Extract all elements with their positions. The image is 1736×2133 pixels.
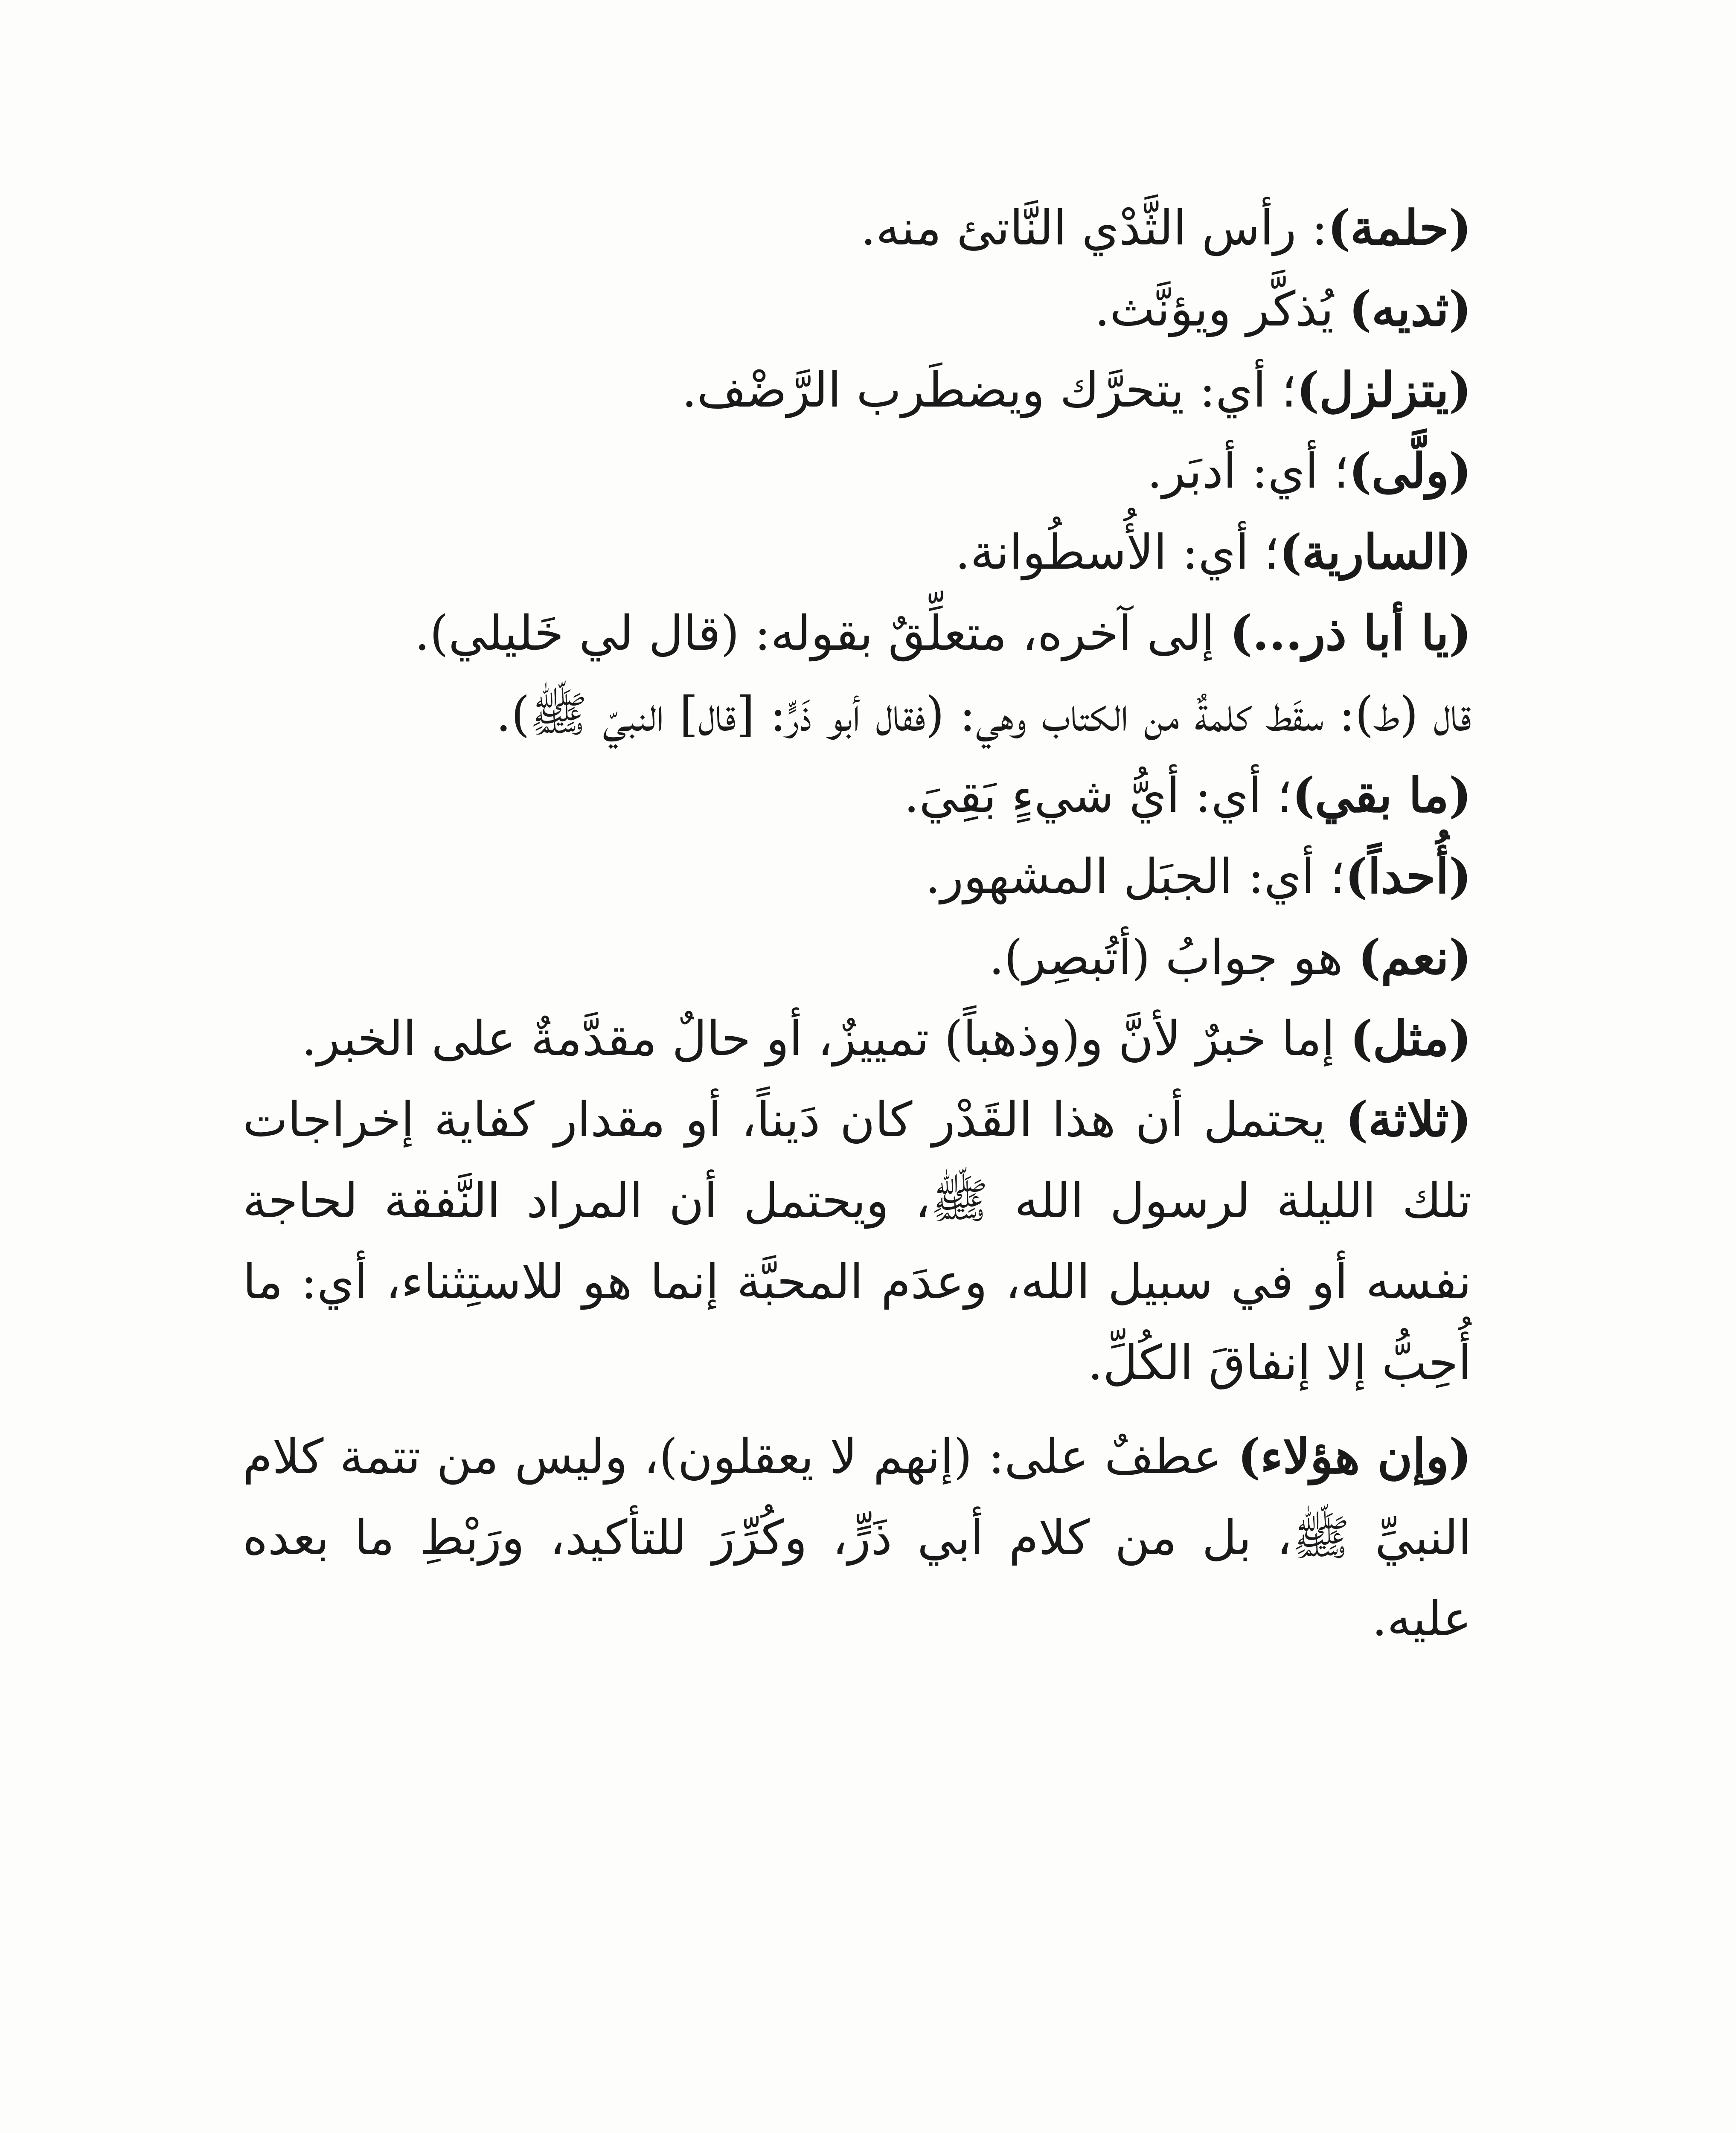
entry-2: [243, 269, 1471, 350]
entry-8: [243, 755, 1471, 836]
entry-gloss: قال (ط): سقَط كلمةٌ من الكتاب وهي: (فقال أبو ذَرٍّ: [قال] النبيّ ﷺ).: [496, 687, 1471, 742]
entry-12: [243, 1079, 1471, 1404]
entry-1: [243, 188, 1471, 269]
entry-term: (وإن هؤلاء): [1238, 1429, 1471, 1485]
commentary-text: [243, 188, 1471, 1659]
entry-term: (ولَّى): [1349, 443, 1471, 499]
entry-6: [243, 593, 1471, 674]
entry-9: [243, 836, 1471, 917]
entry-13: [243, 1416, 1471, 1659]
entry-gloss: ؛ أي: يتحرَّك ويضطَرب الرَّضْف.: [681, 363, 1297, 418]
entry-gloss: ؛ أي: أدبَر.: [1147, 444, 1349, 499]
entry-10: [243, 917, 1471, 998]
entry-term: (يا أبا ذر...): [1230, 605, 1471, 661]
entry-term: (أُحداً): [1345, 849, 1471, 904]
entry-term: (السارية): [1279, 524, 1471, 580]
entry-term: (ما بقي): [1292, 767, 1471, 823]
entry-term: (يتزلزل): [1296, 362, 1471, 418]
entry-gloss: يحتمل أن هذا القَدْر كان دَيناً، أو مقدار كفاية إخراجات تلك الليلة لرسول الله ﷺ، ويحتمل أن المراد النَّفقة لحاجة نفسه أو في سبيل الله، وعدَم المحبَّة إنما هو للاستِثناء، أي: ما أُحِبُّ إلا إنفاقَ الكُلِّ.: [243, 1092, 1472, 1391]
entry-gloss: : رأس الثَّدْي النَّاتئ منه.: [861, 201, 1328, 256]
entry-term: (مثل): [1350, 1011, 1471, 1066]
entry-gloss: إما خبرٌ لأنَّ و(وذهباً) تمييزٌ، أو حالٌ مقدَّمةٌ على الخبر.: [301, 1011, 1350, 1066]
entry-4: [243, 431, 1471, 512]
entry-term: (ثلاثة): [1345, 1092, 1471, 1148]
entry-gloss: عطفٌ على: (إنهم لا يعقلون)، وليس من تتمة كلام النبيِّ ﷺ، بل من كلام أبي ذَرٍّ، وكُرِّرَ للتأكيد، ورَبْطِ ما بعده عليه.: [243, 1429, 1471, 1647]
entry-term: (ثديه): [1349, 281, 1471, 337]
entry-term: (نعم): [1358, 930, 1471, 985]
entry-gloss: ؛ أي: الأُسطُوانة.: [955, 525, 1279, 580]
entry-7: [243, 674, 1471, 755]
entry-gloss: إلى آخره، متعلِّقٌ بقوله: (قال لي خَليلي).: [414, 606, 1230, 661]
entry-3: [243, 350, 1471, 431]
entry-gloss: ؛ أي: أيُّ شيءٍ بَقِيَ.: [904, 768, 1292, 823]
entry-11: [243, 998, 1471, 1079]
entry-gloss: يُذكَّر ويؤنَّث.: [1094, 282, 1349, 337]
entry-term: (حلمة): [1327, 200, 1471, 256]
entry-gloss: هو جوابُ (أتُبصِر).: [989, 930, 1358, 985]
entry-5: [243, 512, 1471, 593]
entry-gloss: ؛ أي: الجبَل المشهور.: [925, 849, 1345, 904]
